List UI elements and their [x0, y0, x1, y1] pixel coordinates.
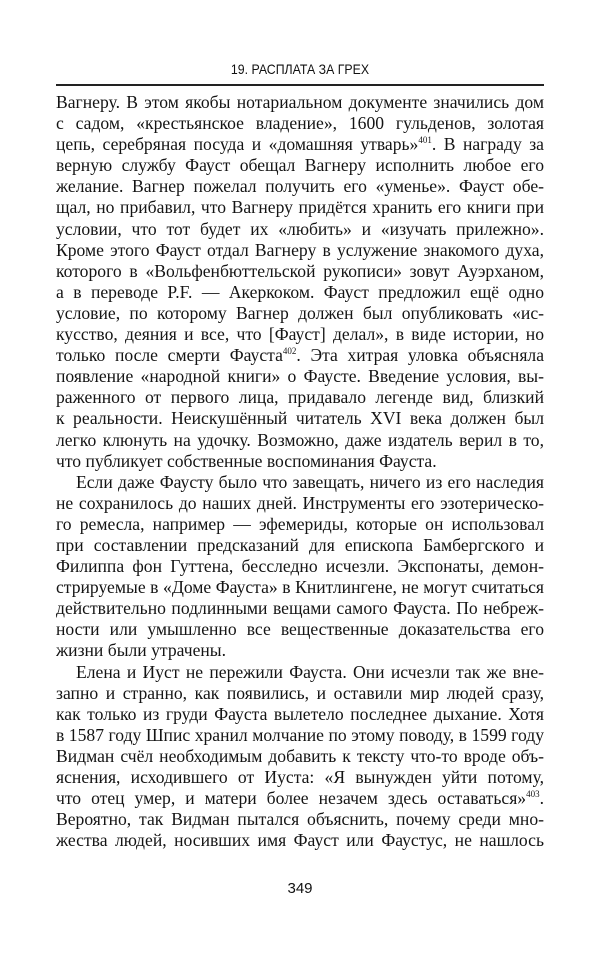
text-line: Видман счёл необходимым добавить к тексту что-то вроде объ- — [56, 745, 544, 766]
text-line: стрируемые в «Доме Фауста» в Книтлингене, не могут считаться — [56, 577, 544, 598]
text-line: цепь, серебряная посуда и «домашняя утварь»$^{401}$. В награду за — [56, 134, 544, 155]
text-line: Вероятно, так Видман пытался объяснить, почему среди мно- — [56, 809, 544, 830]
text-line: которого в «Вольфенбюттельской рукописи» зовут Ауэрханом, — [56, 260, 544, 281]
text-line: что отец умер, и матери более незачем здесь оставаться»$^{403}$. — [56, 788, 544, 809]
text-line: кусство, деяния и все, что [Фауст] делал», в виде истории, но — [56, 324, 544, 345]
text-line: щал, но прибавил, что Вагнеру придётся хранить его книги при — [56, 197, 544, 218]
text-line: как только из груди Фауста вылетело последнее дыхание. Хотя — [56, 703, 544, 724]
text-line: к реальности. Неискушённый читатель XVI века должен был — [56, 408, 544, 429]
paragraph — [56, 662, 544, 852]
header-rule — [56, 84, 544, 86]
text-line: Филиппа фон Гуттена, бесследно исчезли. Экспонаты, демон- — [56, 556, 544, 577]
footnote-ref[interactable]: 401 — [418, 135, 432, 146]
text-line: условие, по которому Вагнер должен был опубликовать «ис- — [56, 302, 544, 323]
running-head: 19. РАСПЛАТА ЗА ГРЕХ — [230, 61, 370, 77]
text-line: запно и странно, как появились, и оставили мир людей сразу, — [56, 682, 544, 703]
text-line: что публикует собственные воспоминания Фауста. — [56, 450, 437, 471]
text-line: жества людей, носивших имя Фауст или Фаустус, не нашлось — [56, 830, 544, 851]
text-line: появление «народной книги» о Фаусте. Введение условия, вы- — [56, 366, 544, 387]
text-line: раженного от первого лица, придавало легенде вид, близкий — [56, 387, 544, 408]
body-text — [56, 92, 544, 851]
text-line: а в переводе P.F. — Акеркоком. Фауст предложил ещё одно — [56, 281, 544, 302]
text-line: условии, что тот будет их «любить» и «изучать прилежно». — [56, 218, 544, 239]
text-line: Елена и Иуст не пережили Фауста. Они исчезли так же вне- — [76, 661, 544, 682]
text-line: жизни были утрачены. — [56, 640, 227, 661]
footnote-ref[interactable]: 402 — [282, 346, 297, 357]
text-line: действительно подлинными вещами самого Фауста. По небреж- — [56, 598, 544, 619]
text-line: Вагнеру. В этом якобы нотариальном документе значились дом — [56, 92, 544, 112]
text-line: Если даже Фаусту было что завещать, ничего из его наследия — [76, 471, 544, 492]
page-number: 349 — [287, 880, 313, 897]
text-line: с садом, «крестьянское владение», 1600 гульденов, золотая — [56, 113, 544, 134]
text-line: при составлении предсказаний для епископа Бамбергского и — [56, 534, 544, 555]
text-line: только после смерти Фауста$^{402}$. Эта хитрая уловка объясняла — [56, 345, 544, 366]
text-line: верную службу Фауст обещал Вагнеру исполнить любое его — [56, 155, 544, 176]
paragraph — [56, 92, 544, 472]
text-line: яснения, исходившего от Иуста: «Я вынужден уйти потому, — [56, 767, 544, 787]
paragraph — [56, 472, 544, 662]
footnote-ref[interactable]: 403 — [526, 789, 540, 800]
text-line: легко клюнуть на удочку. Возможно, даже издатель верил в то, — [56, 429, 544, 450]
text-line: в 1587 году Шпис хранил молчание по этому поводу, в 1599 году — [56, 724, 544, 745]
text-line: не сохранилось до наших дней. Инструменты его эзотерическо- — [56, 492, 544, 513]
text-line: желание. Вагнер пожелал получить его «уменье». Фауст обе- — [56, 176, 544, 197]
text-line: ности или умышленно все вещественные доказательства его — [56, 619, 544, 640]
text-line: го ремесла, например — эфемериды, которые он использовал — [56, 513, 544, 534]
text-line: Кроме этого Фауст отдал Вагнеру в услужение знакомого духа, — [56, 239, 544, 260]
